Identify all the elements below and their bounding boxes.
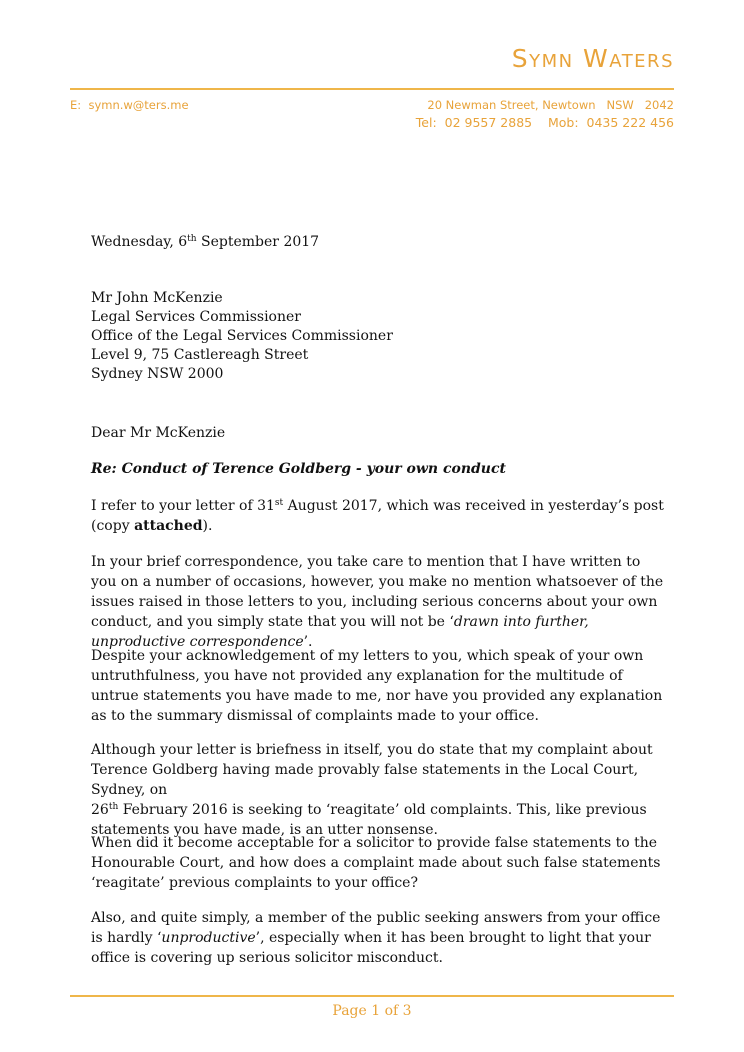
p2-quote: drawn into further, unproductive correspondence [91,614,589,650]
p4-day: 26 [91,802,109,818]
letter-date [91,232,666,252]
p4-text: Although your letter is briefness in itself, you do state that my complaint about Terence Goldberg having made provably false statements in the Local Court, Sydney, on [91,742,653,798]
recipient-line: Level 9, 75 Castlereagh Street [91,347,309,363]
paragraph-3: Despite your acknowledgement of my letters to you, which speak of your own untruthfulness, you have not provided any explanation for the multitude of untrue statements you have made to me, nor have you provided any explanation as to the summary dismissal of complaints made to your office. [91,648,663,724]
p1-attached: attached [134,518,203,534]
p4-ordinal: th [108,802,119,812]
salutation: Dear Mr McKenzie [91,425,226,441]
letterhead-name: Symn Waters [511,44,674,73]
p2-text: In your brief correspondence, you take care to mention that I have written to you on a number of occasions, however, you make no mention whatsoever of the issues raised in those letters to you, including serious concerns about your own conduct, and you simply state that you will not be ‘ [91,554,664,630]
p1-text: I refer to your letter of 31 [91,498,275,514]
paragraph-6 [91,908,666,968]
date-suffix: September 2017 [196,234,320,250]
p2-text-2: ’. [303,634,313,650]
paragraph-4 [91,740,666,840]
footer-rule [70,995,674,997]
recipient-address [91,289,666,384]
p1-text-3: ). [202,518,213,534]
p6-quote: unproductive [161,930,256,946]
recipient-line: Office of the Legal Services Commissioner [91,328,393,344]
p6-text: Also, and quite simply, a member of the public seeking answers from your office is hardly ‘ [91,910,661,946]
date-prefix: Wednesday, 6 [91,234,188,250]
p1-ordinal: st [274,498,284,508]
page-number: Page 1 of 3 [332,1003,412,1019]
p6-text-2: ’, especially when it has been brought to light that your office is covering up serious solicitor misconduct. [91,930,651,966]
paragraph-5: When did it become acceptable for a solicitor to provide false statements to the Honourable Court, and how does a complaint made about such false statements ‘reagitate’ previous complaints to your office? [91,835,661,891]
letterhead-phone: Tel: 02 9557 2885 Mob: 0435 222 456 [415,115,674,130]
letterhead-address: 20 Newman Street, Newtown NSW 2042 [427,98,674,112]
paragraph-1 [91,496,666,536]
recipient-line: Mr John McKenzie [91,290,223,306]
letterhead-email: E: symn.w@ters.me [70,98,189,112]
subject-line: Re: Conduct of Terence Goldberg - your own conduct [91,461,506,477]
p4-text-2: February 2016 is seeking to ‘reagitate’ old complaints. This, like previous statements you have made, is an utter nonsense. [91,802,647,838]
p1-text-2: August 2017, which was received in yesterday’s post (copy [91,498,664,534]
recipient-line: Legal Services Commissioner [91,309,301,325]
date-ordinal: th [187,234,197,244]
recipient-line: Sydney NSW 2000 [91,366,224,382]
paragraph-2 [91,552,666,652]
letterhead-rule [70,88,674,90]
